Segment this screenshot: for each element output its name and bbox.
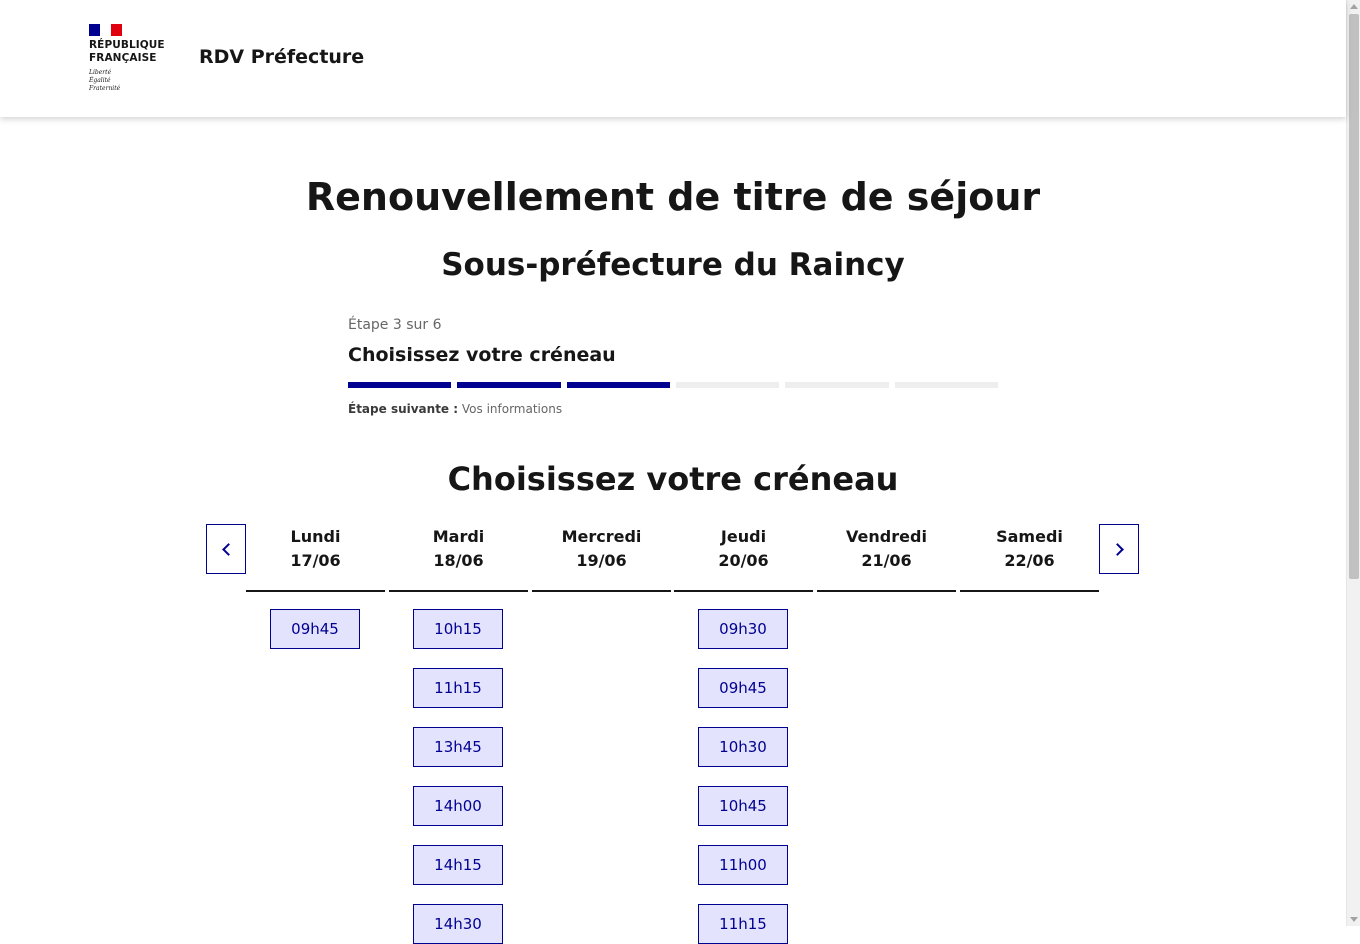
page-title: Renouvellement de titre de séjour: [305, 175, 1041, 219]
day-header: [532, 524, 671, 592]
page-scrollbar[interactable]: [1346, 0, 1360, 926]
republique-francaise-logo[interactable]: [89, 24, 179, 96]
day-date: 19/06: [576, 551, 627, 570]
day-column: [817, 524, 956, 926]
stepper: [348, 314, 998, 416]
chevron-right-icon: [1111, 543, 1124, 556]
day-column: [532, 524, 671, 926]
time-slot-button[interactable]: 13h45: [413, 727, 503, 767]
day-name: Vendredi: [846, 527, 927, 546]
day-name: Mardi: [432, 527, 485, 546]
previous-week-button[interactable]: [206, 524, 246, 574]
devise-text: Liberté Égalité Fraternité: [89, 69, 121, 92]
time-slot-button[interactable]: 11h00: [698, 845, 788, 885]
day-date: 17/06: [290, 551, 341, 570]
service-title[interactable]: RDV Préfecture: [199, 46, 365, 68]
day-date: 22/06: [1004, 551, 1055, 570]
day-column: [389, 524, 528, 933]
time-slot-button[interactable]: 09h45: [698, 668, 788, 708]
next-week-button[interactable]: [1099, 524, 1139, 574]
day-header: [674, 524, 813, 592]
stepper-next-label: Étape suivante :: [348, 402, 459, 416]
day-header: [246, 524, 385, 592]
stepper-segment: [895, 382, 998, 388]
day-date: 20/06: [718, 551, 769, 570]
stepper-segment: [785, 382, 888, 388]
stepper-segment: [348, 382, 451, 388]
scroll-down-arrow-icon[interactable]: [1350, 917, 1358, 922]
time-slot-button[interactable]: 14h30: [413, 904, 503, 944]
day-date: 18/06: [433, 551, 484, 570]
time-slot-button[interactable]: 10h30: [698, 727, 788, 767]
time-slot-button[interactable]: 10h15: [413, 609, 503, 649]
time-slot-button[interactable]: 09h30: [698, 609, 788, 649]
scroll-up-arrow-icon[interactable]: [1350, 4, 1358, 9]
day-date: 21/06: [861, 551, 912, 570]
stepper-title: Choisissez votre créneau: [348, 344, 616, 366]
stepper-progress: [348, 382, 998, 388]
time-slot-button[interactable]: 11h15: [413, 668, 503, 708]
french-flag-icon: [89, 24, 122, 36]
slots-title: Choisissez votre créneau: [447, 460, 899, 498]
time-slot-button[interactable]: 09h45: [270, 609, 360, 649]
stepper-segment: [567, 382, 670, 388]
day-column: [674, 524, 813, 933]
day-column: [246, 524, 385, 926]
time-slot-button[interactable]: 11h15: [698, 904, 788, 944]
time-slot-button[interactable]: 14h00: [413, 786, 503, 826]
stepper-segment: [676, 382, 779, 388]
page-subtitle: Sous-préfecture du Raincy: [441, 247, 905, 283]
day-column: [960, 524, 1099, 926]
chevron-left-icon: [222, 543, 235, 556]
time-slot-button[interactable]: 14h15: [413, 845, 503, 885]
day-name: Mercredi: [561, 527, 642, 546]
stepper-segment: [457, 382, 560, 388]
day-name: Samedi: [996, 527, 1063, 546]
day-name: Lundi: [290, 527, 341, 546]
scrollbar-thumb[interactable]: [1349, 14, 1359, 579]
day-header: [817, 524, 956, 592]
republique-francaise-text: RÉPUBLIQUE FRANÇAISE: [89, 39, 165, 64]
stepper-next-step: [348, 400, 562, 418]
stepper-state: Étape 3 sur 6: [348, 317, 442, 333]
stepper-next-value: Vos informations: [461, 402, 563, 416]
site-header: [0, 0, 1346, 117]
day-header: [389, 524, 528, 592]
day-name: Jeudi: [720, 527, 767, 546]
day-header: [960, 524, 1099, 592]
time-slot-button[interactable]: 10h45: [698, 786, 788, 826]
